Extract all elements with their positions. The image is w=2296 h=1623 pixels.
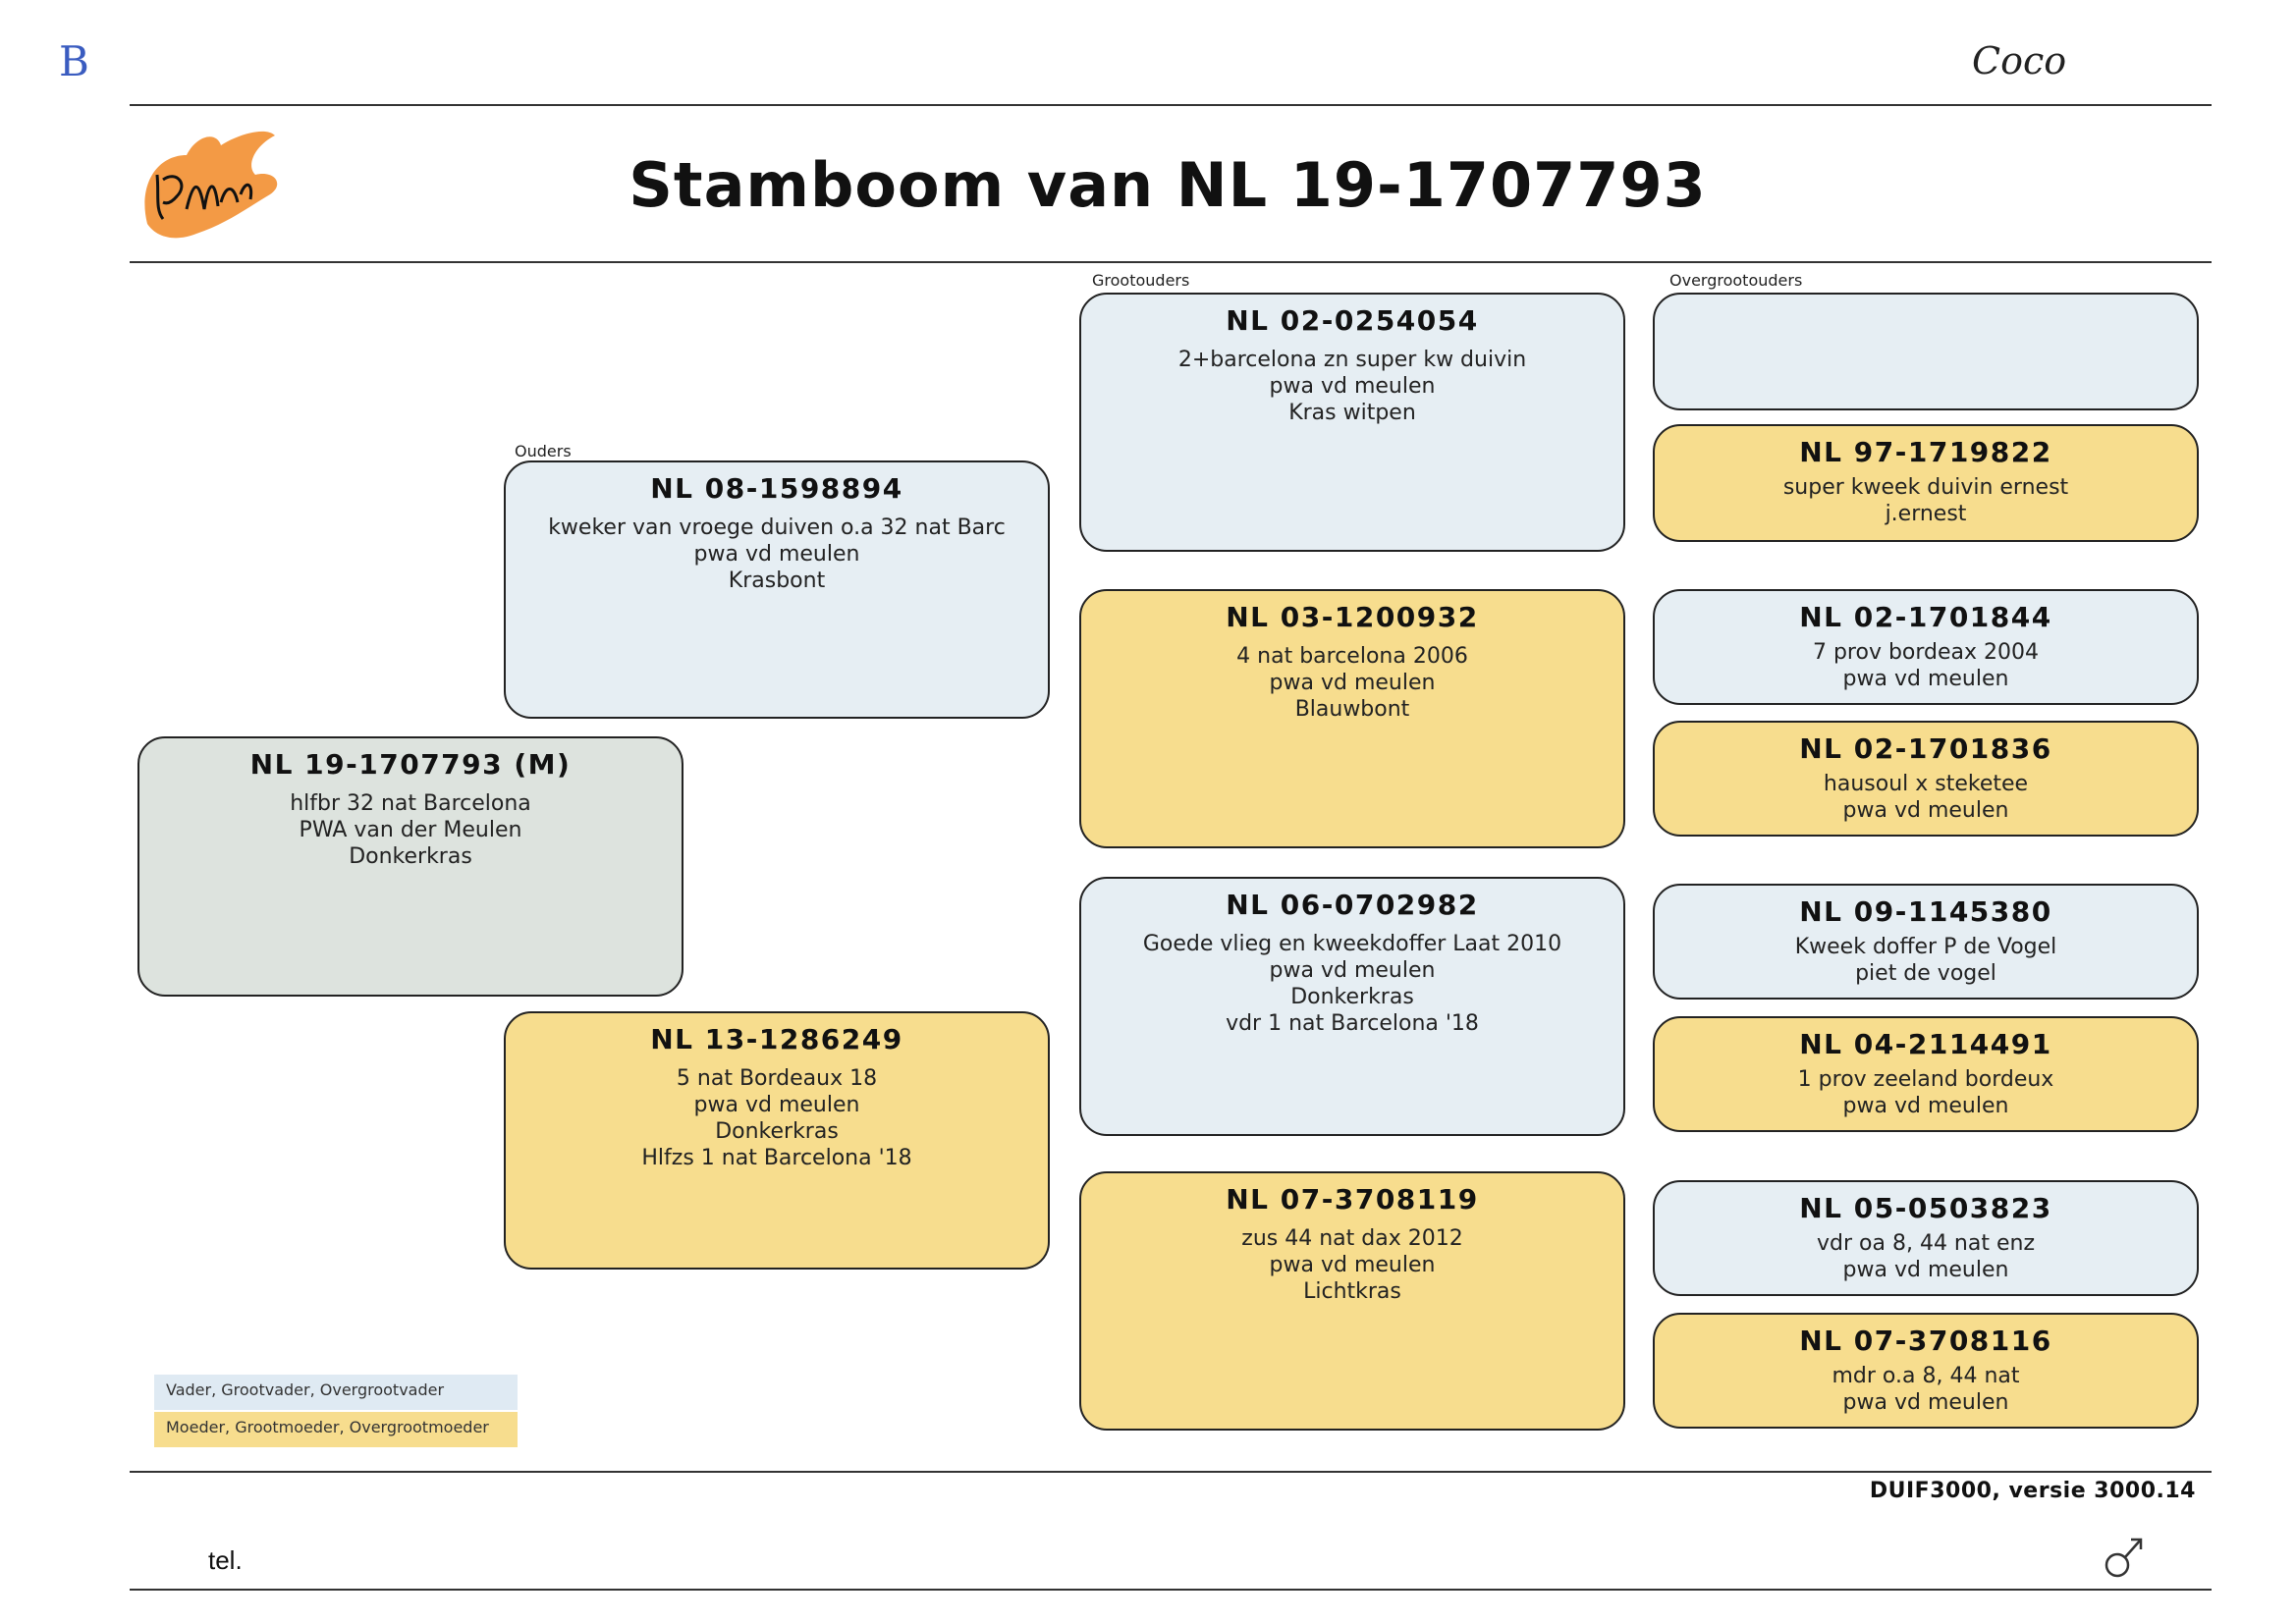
info-line: 5 nat Bordeaux 18 — [676, 1066, 878, 1091]
subject-pigeon-card — [137, 736, 683, 997]
ring-number: NL 07-3708119 — [1226, 1183, 1479, 1216]
software-version: DUIF3000, versie 3000.14 — [1869, 1479, 2196, 1503]
info-line: pwa vd meulen — [1269, 374, 1436, 399]
info-line: vdr 1 nat Barcelona '18 — [1226, 1011, 1479, 1036]
info-line: pwa vd meulen — [1269, 958, 1436, 983]
parent-father-card — [504, 460, 1050, 719]
grandparent-card — [1079, 1171, 1625, 1431]
info-line: pwa vd meulen — [1842, 1094, 2009, 1118]
grandparent-card — [1079, 589, 1625, 848]
info-line: Donkerkras — [715, 1119, 839, 1144]
info-line: Krasbont — [728, 568, 826, 593]
legend-female: Moeder, Grootmoeder, Overgrootmoeder — [154, 1412, 518, 1447]
info-line: pwa vd meulen — [693, 542, 860, 567]
ring-number: NL 08-1598894 — [650, 472, 903, 505]
info-line: Goede vlieg en kweekdoffer Laat 2010 — [1142, 932, 1562, 956]
info-line: pwa vd meulen — [1269, 671, 1436, 695]
label-overgrootouders: Overgrootouders — [1669, 271, 1803, 290]
footer-bottom-rule — [130, 1589, 2212, 1591]
great-grandparent-card — [1653, 1313, 2199, 1429]
ring-number: NL 09-1145380 — [1799, 895, 2052, 928]
info-line: pwa vd meulen — [1842, 667, 2009, 691]
info-line: kweker van vroege duiven o.a 32 nat Barc — [548, 515, 1006, 540]
info-line: pwa vd meulen — [1842, 798, 2009, 823]
great-grandparent-card — [1653, 1180, 2199, 1296]
handwritten-mark-b: B — [59, 37, 89, 85]
great-grandparent-card — [1653, 589, 2199, 705]
ring-number: NL 19-1707793 (M) — [249, 748, 572, 781]
info-line: Kweek doffer P de Vogel — [1794, 935, 2057, 959]
info-line: Kras witpen — [1288, 401, 1416, 425]
great-grandparent-card — [1653, 1016, 2199, 1132]
info-line: Blauwbont — [1294, 697, 1410, 722]
info-line: zus 44 nat dax 2012 — [1241, 1226, 1463, 1251]
grandparent-card — [1079, 877, 1625, 1136]
info-line: 1 prov zeeland bordeux — [1797, 1067, 2054, 1092]
ring-number: NL 06-0702982 — [1226, 889, 1479, 921]
info-line: Donkerkras — [1290, 985, 1414, 1009]
handwritten-name: Coco — [1972, 39, 2067, 82]
great-grandparent-card — [1653, 884, 2199, 1000]
label-grootouders: Grootouders — [1092, 271, 1190, 290]
info-line: 7 prov bordeax 2004 — [1812, 640, 2040, 665]
great-grandparent-card — [1653, 721, 2199, 837]
info-line: vdr oa 8, 44 nat enz — [1817, 1231, 2035, 1256]
info-line: PWA van der Meulen — [299, 818, 522, 842]
info-line: pwa vd meulen — [1842, 1258, 2009, 1282]
footer-top-rule — [130, 1471, 2212, 1473]
info-line: super kweek duivin ernest — [1782, 475, 2069, 500]
info-line: hausoul x steketee — [1823, 772, 2029, 796]
grandparent-card — [1079, 293, 1625, 552]
info-line: pwa vd meulen — [693, 1093, 860, 1117]
ring-number: NL 13-1286249 — [650, 1023, 903, 1055]
info-line: pwa vd meulen — [1842, 1390, 2009, 1415]
great-grandparent-card — [1653, 293, 2199, 410]
info-line: pwa vd meulen — [1269, 1253, 1436, 1277]
info-line: hlfbr 32 nat Barcelona — [290, 791, 531, 816]
info-line: mdr o.a 8, 44 nat — [1831, 1364, 2020, 1388]
page-title: Stamboom van NL 19-1707793 — [629, 149, 1707, 221]
ring-number: NL 05-0503823 — [1799, 1192, 2052, 1224]
header-bottom-rule — [130, 261, 2212, 263]
info-line: 2+barcelona zn super kw duivin — [1177, 348, 1527, 372]
ring-number: NL 07-3708116 — [1799, 1325, 2052, 1357]
great-grandparent-card — [1653, 424, 2199, 542]
tel-label: tel. — [208, 1545, 243, 1575]
info-line: 4 nat barcelona 2006 — [1236, 644, 1468, 669]
parent-mother-card — [504, 1011, 1050, 1270]
ring-number: NL 97-1719822 — [1799, 436, 2052, 468]
male-symbol-icon — [2102, 1532, 2149, 1587]
info-line: Donkerkras — [349, 844, 472, 869]
info-line: j.ernest — [1885, 502, 1967, 526]
ring-number: NL 02-1701836 — [1799, 732, 2052, 765]
ring-number: NL 03-1200932 — [1226, 601, 1479, 633]
info-line: Lichtkras — [1303, 1279, 1401, 1304]
legend-male: Vader, Grootvader, Overgrootvader — [154, 1375, 518, 1410]
info-line: piet de vogel — [1855, 961, 1996, 986]
info-line: Hlfzs 1 nat Barcelona '18 — [641, 1146, 912, 1170]
ring-number: NL 02-0254054 — [1226, 304, 1479, 337]
ring-number: NL 02-1701844 — [1799, 601, 2052, 633]
header-top-rule — [130, 104, 2212, 106]
ring-number: NL 04-2114491 — [1799, 1028, 2052, 1060]
label-ouders: Ouders — [515, 442, 572, 460]
